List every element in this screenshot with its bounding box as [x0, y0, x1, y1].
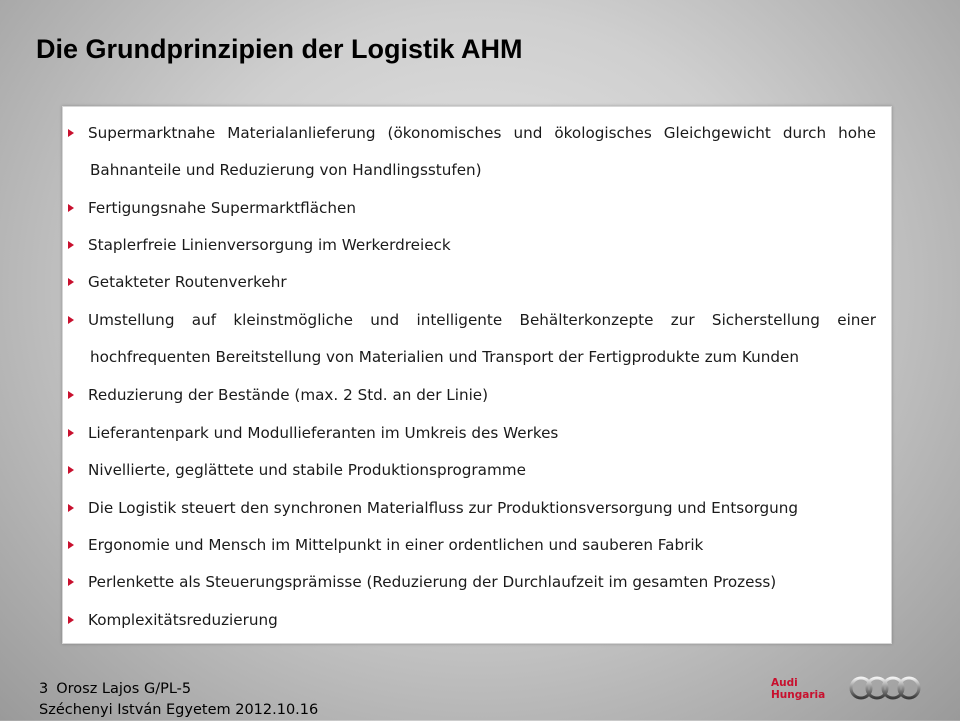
arrow-bullet-icon	[68, 278, 74, 286]
brand-name-line2: Hungaria	[771, 689, 826, 701]
bullet-text: Komplexitätsreduzierung	[88, 611, 278, 629]
footer-line-1	[39, 679, 318, 700]
bullet-text: Lieferantenpark und Modullieferanten im Umkreis des Werkes	[88, 424, 559, 442]
bullet-text: Perlenkette als Steuerungsprämisse (Reduzierung der Durchlaufzeit im gesamten Prozess)	[88, 573, 777, 591]
footer	[39, 679, 318, 721]
bullet-continuation-text: Bahnanteile und Reduzierung von Handlingsstufen)	[90, 161, 482, 179]
arrow-bullet-icon	[68, 578, 74, 586]
bullet-text: Supermarktnahe Materialanlieferung (ökonomisches und ökologisches Gleichgewicht durch hohe	[88, 124, 876, 142]
arrow-bullet-icon	[68, 504, 74, 512]
brand-name	[771, 677, 825, 701]
footer-institution: Széchenyi István Egyetem 2012.10.16	[39, 702, 319, 718]
arrow-bullet-icon	[68, 391, 74, 399]
arrow-bullet-icon	[68, 129, 74, 137]
page-title: Die Grundprinzipien der Logistik AHM	[36, 34, 523, 64]
arrow-bullet-icon	[68, 541, 74, 549]
content-box	[62, 106, 892, 644]
bullet-text: Umstellung auf kleinstmögliche und intelligente Behälterkonzepte zur Sicherstellung einer	[88, 311, 876, 329]
bullet-text: Die Logistik steuert den synchronen Materialfluss zur Produktionsversorgung und Entsorgung	[88, 499, 799, 517]
bullet-text: Reduzierung der Bestände (max. 2 Std. an der Linie)	[88, 386, 489, 404]
page-number: 3	[39, 681, 49, 697]
arrow-bullet-icon	[68, 616, 74, 624]
bullet-text: Nivellierte, geglättete und stabile Produktionsprogramme	[88, 461, 526, 479]
footer-author: Orosz Lajos G/PL-5	[56, 681, 192, 697]
arrow-bullet-icon	[68, 204, 74, 212]
brand-name-line1: Audi	[771, 677, 798, 689]
arrow-bullet-icon	[68, 316, 74, 324]
bullet-text: Staplerfreie Linienversorgung im Werkerdreieck	[88, 236, 451, 254]
audi-rings-icon	[848, 675, 924, 701]
bullet-text: Fertigungsnahe Supermarktflächen	[88, 199, 356, 217]
bullet-continuation-text: hochfrequenten Bereitstellung von Materialien und Transport der Fertigprodukte zum Kunden	[90, 348, 799, 366]
bullet-text: Ergonomie und Mensch im Mittelpunkt in einer ordentlichen und sauberen Fabrik	[88, 536, 704, 554]
arrow-bullet-icon	[68, 241, 74, 249]
bullet-text: Getakteter Routenverkehr	[88, 273, 287, 291]
arrow-bullet-icon	[68, 429, 74, 437]
arrow-bullet-icon	[68, 466, 74, 474]
